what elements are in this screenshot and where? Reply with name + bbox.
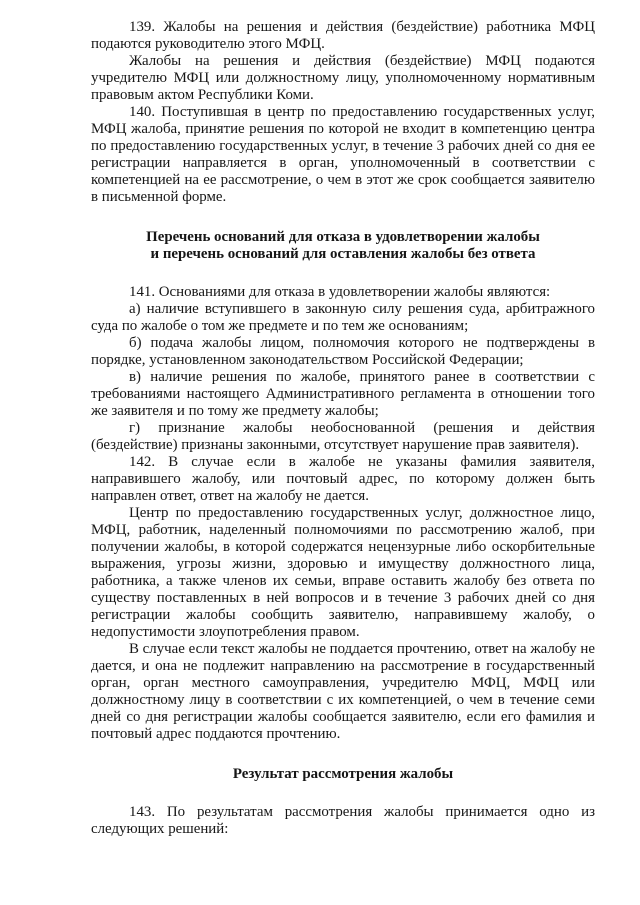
paragraph-140: 140. Поступившая в центр по предоставлению государственных услуг, МФЦ жалоба, принятие решения по которой не входит в компетенцию центра по предоставлению государственных услуг, в течение 3 рабочих дней со дня ее регистрации направляется в орган, уполномоченный в соответствии с компетенцией на ее рассмотрение, о чем в этот же срок сообщается заявителю в письменной форме. [91,104,595,205]
section-heading-refusal-grounds [91,229,595,263]
paragraph-142-c: В случае если текст жалобы не поддается прочтению, ответ на жалобу не дается, и она не подлежит направлению на рассмотрение в государственный орган, орган местного самоуправления, учредителю МФЦ, МФЦ или должностному лицу в соответствии с их компетенцией, о чем в течение семи дней со дня регистрации жалобы сообщается заявителю, если его фамилия и почтовый адрес поддаются прочтению. [91,641,595,742]
heading-line-2: и перечень оснований для оставления жалобы без ответа [150,246,536,262]
heading-result-line: Результат рассмотрения жалобы [232,766,454,782]
paragraph-141-a: а) наличие вступившего в законную силу решения суда, арбитражного суда по жалобе о том же предмете и по тем же основаниям; [91,301,595,334]
section-heading-result [91,766,595,783]
paragraph-142-a: 142. В случае если в жалобе не указаны фамилия заявителя, направившего жалобу, или почтовый адрес, по которому должен быть направлен ответ, ответ на жалобу не дается. [91,454,595,504]
paragraph-139-b: Жалобы на решения и действия (бездействие) МФЦ подаются учредителю МФЦ или должностному лицу, уполномоченному нормативным правовым актом Республики Коми. [91,53,595,103]
heading-line-1: Перечень оснований для отказа в удовлетворении жалобы [146,229,540,245]
paragraph-139-a: 139. Жалобы на решения и действия (бездействие) работника МФЦ подаются руководителю этого МФЦ. [91,19,595,52]
document-page [91,19,595,838]
paragraph-141-d: г) признание жалобы необоснованной (решения и действия (бездействие) признаны законными, отсутствует нарушение прав заявителя). [91,420,595,453]
paragraph-143: 143. По результатам рассмотрения жалобы принимается одно из следующих решений: [91,804,595,837]
paragraph-142-b: Центр по предоставлению государственных услуг, должностное лицо, МФЦ, работник, наделенный полномочиями по рассмотрению жалоб, при получении жалобы, в которой содержатся нецензурные либо оскорбительные выражения, угрозы жизни, здоровью и имуществу должностного лица, работника, а также членов их семьи, вправе оставить жалобу без ответа по существу поставленных в ней вопросов и в течение 3 рабочих дней со дня регистрации жалобы сообщить заявителю, направившему жалобу, о недопустимости злоупотребления правом. [91,505,595,640]
paragraph-141: 141. Основаниями для отказа в удовлетворении жалобы являются: [129,284,551,300]
paragraph-141-b: б) подача жалобы лицом, полномочия которого не подтверждены в порядке, установленном законодательством Российской Федерации; [91,335,595,368]
paragraph-141-c: в) наличие решения по жалобе, принятого ранее в соответствии с требованиями настоящего Административного регламента в отношении того же заявителя и по тому же предмету жалобы; [91,369,595,419]
